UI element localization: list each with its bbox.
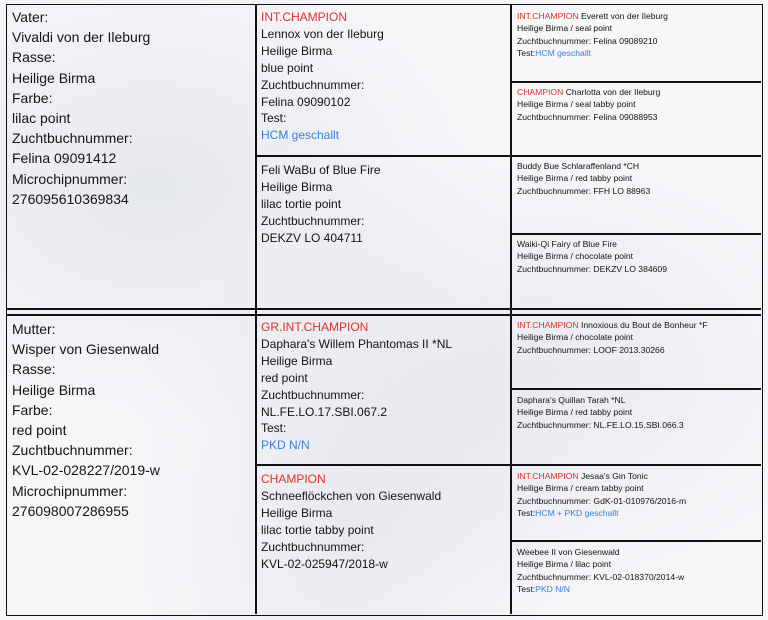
cat-name: Weebee II von Giesenwald (517, 547, 620, 557)
test-label: Test: (517, 507, 536, 518)
cat-line: Test: (261, 111, 287, 126)
dam-line: Farbe: (12, 401, 53, 418)
cat-line: red point (261, 370, 308, 385)
cat-name: Daphara's Willem Phantomas II *NL (261, 336, 453, 351)
cat-name: Daphara's Quillan Tarah *NL (517, 395, 626, 405)
grandparent-cell (513, 546, 761, 613)
cat-line: Zuchtbuchnummer: (261, 539, 365, 554)
title-badge: INT.CHAMPION (517, 320, 579, 330)
cat-line: Heilige Birma / chocolate point (517, 332, 634, 343)
cat-name: Lennox von der Ileburg (261, 26, 384, 41)
grandparent-cell (513, 394, 761, 464)
sire-sire-cell (258, 9, 508, 155)
cat-line: Zuchtbuchnummer: (261, 77, 365, 92)
sire-line: Zuchtbuchnummer: (12, 130, 133, 147)
sire-line: Microchipnummer: (12, 170, 128, 187)
cat-name: Waiki-Qi Fairy of Blue Fire (517, 239, 617, 249)
grandparent-cell (513, 319, 761, 388)
divider (510, 540, 761, 542)
test-label: Test: (517, 583, 536, 594)
cat-line: Zuchtbuchnummer: Felina 09088953 (517, 111, 658, 122)
dam-line: Rasse: (12, 361, 56, 378)
divider (7, 308, 761, 310)
cat-name: Schneeflöckchen von Giesenwald (261, 488, 442, 503)
cat-line: Zuchtbuchnummer: (261, 387, 365, 402)
cat-line: KVL-02-025947/2018-w (261, 556, 388, 571)
sire-cell (7, 7, 253, 307)
sire-line: lilac point (12, 110, 71, 127)
dam-sire-cell (258, 319, 508, 465)
cat-line: Zuchtbuchnummer: DEKZV LO 384609 (517, 263, 667, 274)
cat-line: Zuchtbuchnummer: FFH LO 88963 (517, 185, 651, 196)
cat-line: Test: (261, 421, 287, 436)
grandparent-cell (513, 86, 761, 154)
cat-line: NL.FE.LO.17.SBI.067.2 (261, 404, 388, 419)
cat-name: Jesaa's Gin Tonic (578, 471, 648, 481)
sire-line: 276095610369834 (12, 190, 129, 207)
dam-dam-cell (258, 471, 508, 613)
dam-cell (7, 319, 253, 613)
title-badge: GR.INT.CHAMPION (261, 320, 369, 334)
sire-line: Rasse: (12, 49, 56, 66)
cat-line: Felina 09090102 (261, 94, 351, 109)
test-result: PKD N/N (535, 583, 571, 594)
cat-line: Heilige Birma / chocolate point (517, 251, 634, 262)
dam-line: Mutter: (12, 321, 56, 337)
cat-line: lilac tortie tabby point (261, 522, 374, 537)
test-label: Test: (517, 47, 536, 58)
cat-line: Heilige Birma (261, 505, 333, 520)
divider (510, 81, 761, 83)
divider (255, 155, 761, 157)
cat-name: Innoxious du Bout de Bonheur *F (578, 320, 708, 330)
cat-line: Heilige Birma (261, 43, 333, 58)
dam-line: 276098007286955 (12, 502, 129, 519)
cat-line: Heilige Birma / seal point (517, 23, 613, 34)
sire-name: Vivaldi von der Ileburg (12, 29, 151, 46)
grandparent-cell (513, 470, 761, 540)
dam-line: Zuchtbuchnummer: (12, 442, 133, 459)
cat-line: Zuchtbuchnummer: Felina 09089210 (517, 35, 658, 46)
dam-line: Microchipnummer: (12, 482, 128, 499)
cat-name: Everett von der Ileburg (578, 11, 668, 21)
cat-line: blue point (261, 60, 314, 75)
test-result: PKD N/N (261, 438, 310, 453)
cat-line: Heilige Birma / lilac point (517, 559, 612, 570)
cat-name: Buddy Bue Schlaraffenland *CH (517, 161, 640, 171)
test-result: HCM geschallt (535, 47, 592, 58)
sire-line: Vater: (12, 9, 49, 25)
cat-line: Zuchtbuchnummer: KVL-02-018370/2014-w (517, 571, 685, 582)
sire-line: Farbe: (12, 89, 53, 106)
cat-line: Heilige Birma / cream tabby point (517, 483, 644, 494)
cat-name: Charlotta von der Ileburg (563, 87, 661, 97)
dam-line: Heilige Birma (12, 381, 96, 398)
dam-line: red point (12, 422, 67, 439)
test-result: HCM geschallt (261, 128, 340, 143)
cat-line: DEKZV LO 404711 (261, 230, 363, 245)
cat-line: Heilige Birma (261, 353, 333, 368)
cat-line: Zuchtbuchnummer: LOOF 2013.30266 (517, 344, 665, 355)
dam-name: Wisper von Giesenwald (12, 341, 160, 358)
dam-line: KVL-02-028227/2019-w (12, 462, 160, 479)
divider (510, 388, 761, 390)
cat-line: Heilige Birma / seal tabby point (517, 99, 636, 110)
cat-line: Heilige Birma / red tabby point (517, 173, 633, 184)
cat-line: Heilige Birma (261, 179, 333, 194)
title-badge: INT.CHAMPION (261, 10, 348, 24)
sire-dam-cell (258, 162, 508, 308)
divider (510, 233, 761, 235)
sire-line: Felina 09091412 (12, 150, 117, 167)
title-badge: INT.CHAMPION (517, 471, 579, 481)
divider (7, 314, 761, 316)
title-badge: CHAMPION (517, 87, 564, 97)
grandparent-cell (513, 160, 761, 232)
cat-line: Zuchtbuchnummer: (261, 213, 365, 228)
cat-line: Zuchtbuchnummer: GdK-01-010976/2016-m (517, 495, 687, 506)
cat-line: Heilige Birma / red tabby point (517, 407, 633, 418)
sire-line: Heilige Birma (12, 69, 96, 86)
grandparent-cell (513, 10, 761, 81)
title-badge: INT.CHAMPION (517, 11, 579, 21)
cat-line: lilac tortie point (261, 196, 342, 211)
test-result: HCM + PKD geschallt (535, 507, 619, 518)
grandparent-cell (513, 238, 761, 308)
cat-line: Zuchtbuchnummer: NL.FE.LO.15.SBI.066.3 (517, 419, 684, 430)
cat-name: Feli WaBu of Blue Fire (261, 163, 381, 177)
pedigree-table (6, 4, 763, 616)
title-badge: CHAMPION (261, 472, 326, 486)
